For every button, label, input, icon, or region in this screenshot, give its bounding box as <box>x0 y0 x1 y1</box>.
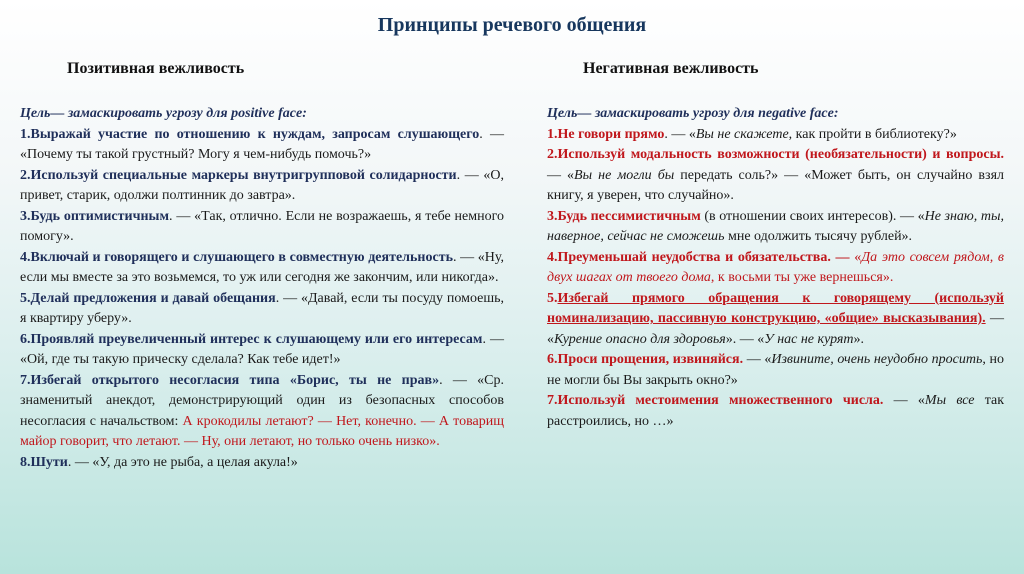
item-dash: . — <box>169 208 195 224</box>
item-example-italic: Да это совсем рядом, в двух шагах от твоего дома <box>547 249 1004 285</box>
left-item-1 <box>20 125 504 166</box>
item-example: «Давай, если ты посуду помоешь, я квартиру уберу». <box>20 290 504 326</box>
right-item-7 <box>547 391 1004 432</box>
left-item-4 <box>20 248 504 289</box>
page-title: Принципы речевого общения <box>377 14 647 36</box>
item-example: ». — « <box>725 331 765 347</box>
item-example-tail: ». <box>853 331 865 347</box>
item-dash: . — « <box>664 126 696 142</box>
goal-text: Цель— замаскировать угрозу для <box>547 106 759 121</box>
left-item-8 <box>20 453 504 474</box>
goal-colon: : <box>302 106 307 121</box>
item-example-italic: Вы не могли бы <box>574 167 675 183</box>
left-goal <box>20 104 504 125</box>
item-example: «Так, отлично. Если не возражаешь, я тебе немного помогу». <box>20 208 504 244</box>
left-column <box>20 104 504 473</box>
item-principle: Шути <box>30 454 68 470</box>
item-number: 2. <box>20 167 31 183</box>
item-dash: — « <box>743 352 772 367</box>
item-number: 6. <box>20 331 31 347</box>
left-item-6 <box>20 330 504 371</box>
item-principle: Выражай участие по отношению к нуждам, запросам слушающего <box>30 126 480 142</box>
item-example: передать соль?» — «Может быть, он случайно взял книгу, я уверен, что случайно». <box>547 167 1005 203</box>
item-principle: Будь оптимистичным <box>30 208 170 224</box>
right-item-6 <box>547 350 1004 391</box>
right-column <box>547 104 1004 432</box>
item-example-italic-2: У нас не курят <box>764 331 854 347</box>
item-example: «Почему ты такой грустный? Могу я чем-нибудь помочь?» <box>20 147 372 162</box>
item-number: 3. <box>547 208 558 224</box>
goal-text: Цель— замаскировать угрозу для <box>20 106 232 121</box>
item-example-italic: Вы не скажете <box>695 126 789 142</box>
item-dash: — « <box>883 393 925 408</box>
item-principle: Проси прощения, извиняйся. <box>557 352 744 367</box>
item-principle: Делай предложения и давай обещания <box>30 290 276 306</box>
item-principle: Избегай открытого несогласия типа «Борис, ты не прав» <box>30 372 440 388</box>
item-example-italic: Извините, очень неудобно просить <box>771 352 983 367</box>
item-dash: — « <box>547 311 1004 347</box>
item-example-tail: мне одолжить тысячу рублей». <box>724 229 913 244</box>
left-heading: Позитивная вежливость <box>67 60 245 77</box>
item-dash: . — <box>479 126 504 142</box>
right-item-4 <box>547 248 1004 289</box>
item-number: 4. <box>20 249 31 265</box>
item-example-italic: Курение опасно для здоровья <box>554 331 726 347</box>
item-example: «О, привет, старик, одолжи полтинник до завтра». <box>20 167 504 203</box>
goal-face: positive face <box>231 106 303 121</box>
item-example: (в отношении своих интересов). — « <box>700 208 925 224</box>
left-item-7 <box>20 371 504 453</box>
item-principle: Не говори прямо <box>557 126 665 142</box>
right-goal <box>547 104 1004 125</box>
item-example-italic: Не знаю, ты, наверное, сейчас не сможешь <box>547 208 1004 244</box>
item-dash: . — <box>275 290 301 306</box>
item-number: 5. <box>20 290 31 306</box>
right-item-3 <box>547 207 1004 248</box>
item-principle: Преуменьшай неудобства и обязательства. — <box>557 249 850 265</box>
left-item-2 <box>20 166 504 207</box>
item-principle: Будь пессимистичным <box>557 208 701 224</box>
item-principle: Используй специальные маркеры внутригрупповой солидарности <box>30 167 457 183</box>
goal-face: negative face <box>758 106 834 121</box>
item-number: 5. <box>547 290 558 306</box>
item-dash: . — <box>67 454 93 470</box>
item-example: , но не могли бы Вы закрыть окно?» <box>547 352 1004 388</box>
right-item-1 <box>547 125 1004 146</box>
item-example: , как пройти в библиотеку?» <box>788 126 957 142</box>
item-dash: . — <box>482 331 504 347</box>
left-item-5 <box>20 289 504 330</box>
item-example: «У, да это не рыба, а целая акула!» <box>92 454 298 470</box>
right-item-5 <box>547 289 1004 351</box>
item-number: 4. <box>547 249 558 265</box>
item-number: 1. <box>20 126 31 142</box>
item-dash: . — <box>453 249 478 265</box>
item-example-italic: Мы все <box>924 393 975 408</box>
item-example: «Ой, где ты такую прическу сделала? Как тебе идет!» <box>20 352 341 367</box>
item-number: 8. <box>20 454 31 470</box>
item-principle: Избегай прямого обращения к говорящему (используй номинализацию, пассивную конструкцию, «общие» высказывания). <box>547 290 1004 326</box>
item-principle: Используй модальность возможности (необязательности) и вопросы. <box>557 147 1004 162</box>
item-example-highlight: А крокодилы летают? — Нет, конечно. — А товарищ майор говорит, что летают. — Ну, они летают, но только очень низко». <box>20 413 504 449</box>
item-example: «Ну, если мы вместе за это возьмемся, то уж или сегодня же закончим, или никогда». <box>20 249 505 285</box>
item-number: 2. <box>547 147 558 162</box>
item-example: так расстроились, но …» <box>547 393 1005 429</box>
item-number: 7. <box>20 372 31 388</box>
item-number: 1. <box>547 126 558 142</box>
item-number: 7. <box>547 393 558 408</box>
left-item-3 <box>20 207 504 248</box>
goal-colon: : <box>833 106 839 121</box>
item-dash: « <box>849 249 862 265</box>
item-number: 6. <box>547 352 558 367</box>
item-example: «Ср. знаменитый анекдот, демонстрирующий один из безопасных способов несогласия с начальством: <box>20 372 505 429</box>
item-dash: . — <box>456 167 484 183</box>
item-dash: — « <box>547 167 575 183</box>
item-example: , к восьми ты уже вернешься». <box>710 270 894 285</box>
item-number: 3. <box>20 208 31 224</box>
item-principle: Проявляй преувеличенный интерес к слушающему или его интересам <box>30 331 483 347</box>
item-dash: . — <box>439 372 478 388</box>
right-item-2 <box>547 145 1004 207</box>
item-principle: Включай и говорящего и слушающего в совместную деятельность <box>30 249 453 265</box>
item-principle: Используй местоимения множественного числа. <box>557 393 884 408</box>
right-heading: Негативная вежливость <box>583 60 759 77</box>
